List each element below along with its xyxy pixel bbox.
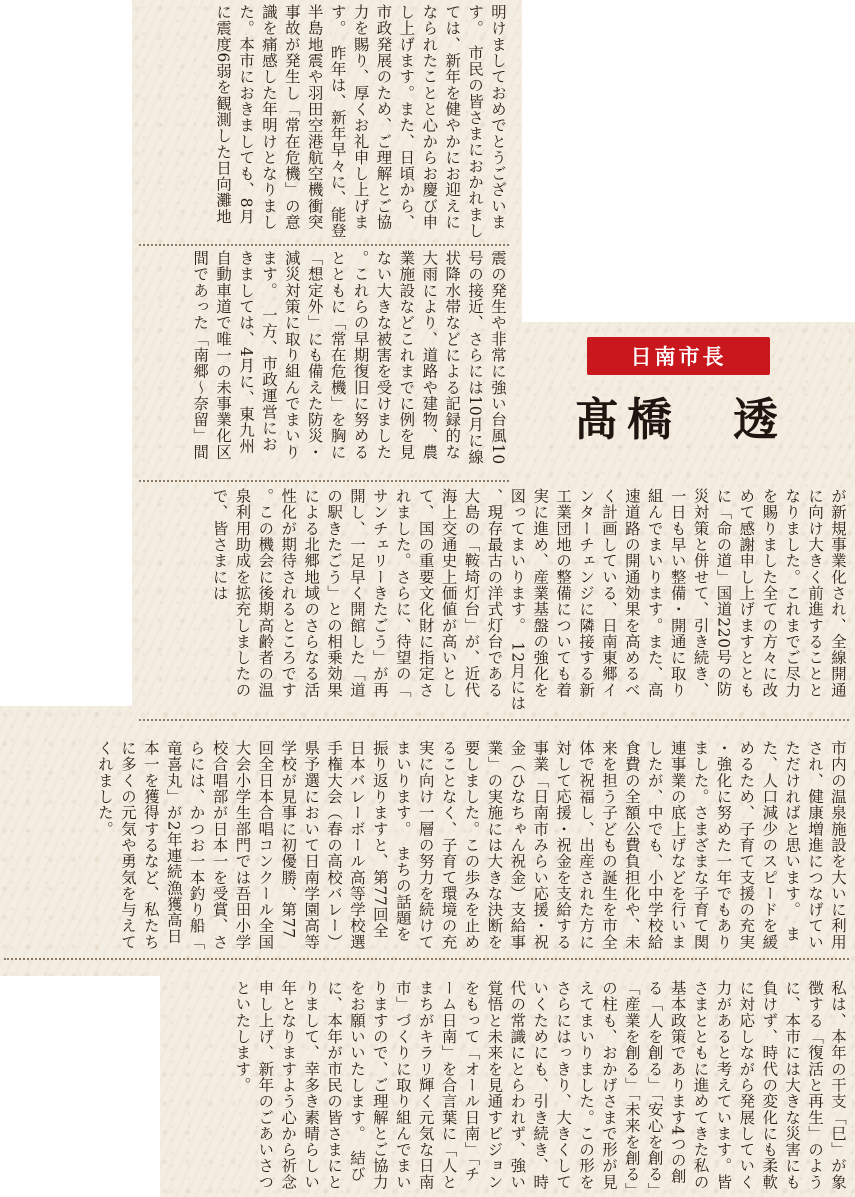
author-name: 髙橋 透 [573, 392, 786, 446]
divider-line-2 [139, 480, 509, 482]
article-block-3: が新規事業化され、全線開通に向け大きく前進することとなりました。これまでご尽力を賜りました全ての方々に改めて感謝申し上げますとともに「命の道」国道220号の防災対策と併せて、引き続き、一日も早い整備・開通に取り組んでまいります。また、高速道路の開通効果を高めるべく計画している、日南東郷インターチェンジに隣接する新工業団地の整備についても着実に進め、産業基盤の強化を図ってまいります。 12月には、現存最古の洋式灯台である大島の「鞍埼灯台」が、近代海上交通史上価値が高いとして、国の重要文化財に指定されました。さらに、待望の「サンチェリーきたごう」が再開し、一足早く開館した「道の駅きたごう」との相乗効果による北郷地域のさらなる活性化が期待されるところです。この機会に後期高齢者の温泉利用助成を拡充しましたので、皆さまには [210, 488, 847, 712]
article-block-5: 私は、本年の干支「巳」が象徴する「復活と再生」のように、本市には大きな災害にも負けず、時代の変化にも柔軟に対応しながら発展していく力があると考えています。皆さまとともに進めてきた私の基本政策であります4つの創る「人を創る」「安心を創る」「産業を創る」「未来を創る」の柱も、おかげさまで形が見えてまいりました。この形をさらにはっきり、大きくしていくためにも、引き続き、時代の常識にとらわれず、強い覚悟と未来を見通すビジョンをもって「オール日南」「チーム日南」を合言葉に「人とまちがキラリ輝く元気な日南市」づくりに取り組んでまいりますので、ご理解とご協力をお願いいたします。 結びに、本年が市民の皆さまにとりまして、幸多き素晴らしい年となりますよう心から祈念申し上げ、新年のごあいさつといたします。 [233, 980, 847, 1191]
article-block-1: 明けましておめでとうございます。 市民の皆さまにおかれましては、新年を健やかにお迎えになられたことと心からお慶び申し上げます。また、日頃から、市政発展のため、ご理解とご協力を賜り、厚くお礼申し上げます。 昨年は、新年早々に、能登半島地震や羽田空港航空機衝突事故が発生し「常在危機」の意識を痛感した年明けとなりました。本市におきましても、8月に震度6弱を観測した日向灘地 [214, 4, 507, 239]
article-block-4: 市内の温泉施設を大いに利用され、健康増進につなげていただければと思います。 また、人口減少のスピードを緩めるため、子育て支援の充実・強化に努めた一年でもありました。さまざまな子育て関連事業の底上げなどを行いましたが、中でも、小中学校給食費の全額公費負担化や、未来を担う子どもの誕生を市全体で祝福し、出産された方に対して応援・祝金を支給する事業「日南市みらい応援・祝金（ひなちゃん祝金）支給事業」の実施には大きな決断を要しました。この歩みを止めることなく、子育て環境の充実に向け一層の努力を続けてまいります。 まちの話題を振り返りますと、第77回全日本バレーボール高等学校選手権大会（春の高校バレー）県予選において日南学園高等学校が見事に初優勝、第77回全日本合唱コンクール全国大会小学生部門では吾田小学校合唱部が日本一を受賞、さらには、かつお一本釣り船「竜喜丸」が2年連続漁獲高日本一を獲得するなど、私たちに多くの元気や勇気を与えてくれました。 [96, 740, 847, 950]
divider-line-1 [139, 244, 509, 246]
divider-line-4 [4, 958, 849, 960]
article-block-2: 震の発生や非常に強い台風10号の接近、さらには10月に線状降水帯などによる記録的な大雨により、道路や建物、農業施設などこれまでに例を見ない大きな被害を受けました。これらの早期復旧に努めるとともに「常在危機」を胸に「想定外」にも備えた防災・減災対策に取り組んでまいります。 一方、市政運営におきましては、4月に、東九州自動車道で唯一の未事業化区間であった「南郷～奈留」間 [191, 250, 507, 465]
author-title-badge: 日南市長 [587, 337, 770, 375]
divider-line-3 [139, 719, 849, 721]
